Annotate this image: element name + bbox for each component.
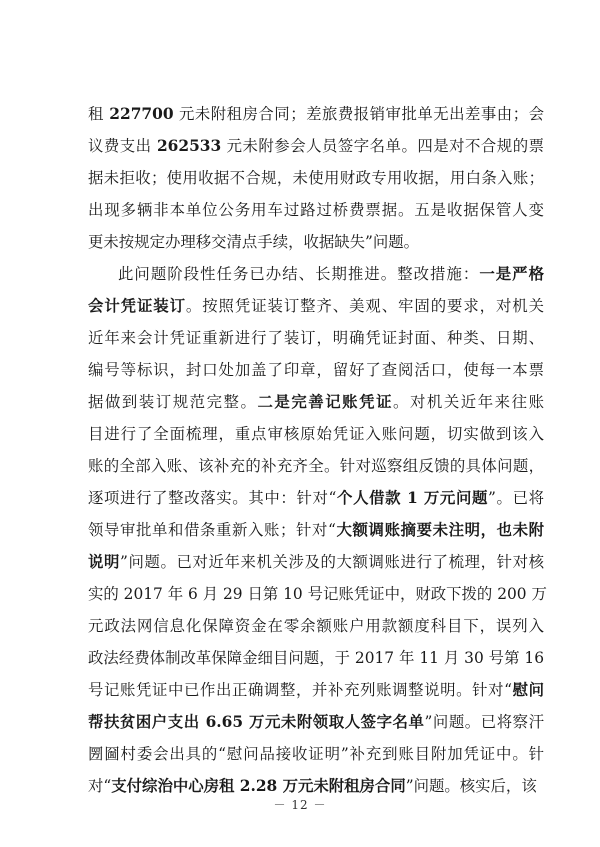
text-span: 租 (88, 105, 110, 123)
bold-text-span: 支付综治中心房租 2.28 万元未附租房合同 (111, 777, 406, 795)
text-span: 编号等标识，封口处加盖了印章，留好了查阅活口，使每一本票 (88, 361, 544, 379)
bold-text-span: 227700 (109, 105, 174, 123)
text-span: 近年来会计凭证重新进行了装订，明确凭证封面、种类、日期、 (88, 329, 544, 347)
text-span: ”问题。已将察汗 (424, 713, 545, 731)
text-line (88, 738, 544, 770)
text-line (88, 162, 544, 194)
text-line (88, 482, 544, 514)
text-line (88, 130, 544, 162)
text-line (88, 706, 544, 738)
text-span: 圐圙村委会出具的“慰问品接收证明”补充到账目附加凭证中。针 (88, 745, 544, 763)
text-line (88, 386, 544, 418)
text-line (88, 226, 544, 258)
text-line (88, 610, 544, 642)
text-span: 号记账凭证中已作出正确调整，并补充列账调整说明。针对“ (88, 681, 512, 699)
text-line (88, 98, 544, 130)
text-span: 元未附租房合同；差旅费报销审批单无出差事由；会 (173, 105, 544, 123)
bold-text-span: 大额调账摘要未注明，也未附 (335, 521, 544, 539)
text-span: 逐项进行了整改落实。其中：针对“ (88, 489, 337, 507)
text-line (88, 514, 544, 546)
text-line (88, 194, 544, 226)
text-span: 实的 2017 年 6 月 29 日第 10 号记账凭证中，财政下拨的 200 万 (88, 585, 547, 603)
text-span: 。对机关近年来往账 (393, 393, 544, 411)
text-line (88, 546, 544, 578)
bold-text-span: 一是严格 (479, 265, 544, 283)
bold-text-span: 慰问 (511, 681, 544, 699)
bold-text-span: 个人借款 1 万元问题 (336, 489, 489, 507)
text-span: ”问题。核实后，该 (405, 777, 537, 795)
text-span: 出现多辆非本单位公务用车过路过桥费票据。五是收据保管人变 (88, 201, 544, 219)
text-span: 元未附参会人员签字名单。四是对不合规的票 (221, 137, 544, 155)
text-line (88, 450, 544, 482)
text-span: 此问题阶段性任务已办结、长期推进。整改措施： (118, 265, 480, 283)
text-line (88, 418, 544, 450)
text-line (88, 354, 544, 386)
text-span: ”问题。已对近年来机关涉及的大额调账进行了梳理，针对核 (120, 553, 544, 571)
paragraph-1 (88, 98, 544, 258)
text-line (88, 322, 544, 354)
bold-text-span: 帮扶贫困户支出 6.65 万元未附领取人签字名单 (88, 713, 425, 731)
text-span: 。按照凭证装订整齐、美观、牢固的要求，对机关 (185, 297, 544, 315)
text-line (88, 290, 544, 322)
text-line (88, 258, 544, 290)
bold-text-span: 说明 (88, 553, 121, 571)
text-line (88, 642, 544, 674)
bold-text-span: 会计凭证装订 (88, 297, 186, 315)
paragraph-2 (88, 258, 547, 802)
text-span: 据做到装订规范完整。 (88, 393, 258, 411)
text-span: 元政法网信息化保障资金在零余额账户用款额度科目下，误列入 (88, 617, 544, 635)
text-span: 政法经费体制改革保障金细目问题，于 2017 年 11 月 30 号第 16 (88, 649, 544, 667)
text-span: ”。已将 (488, 489, 545, 507)
text-line (88, 674, 544, 706)
text-span: 账的全部入账、该补充的补充齐全。针对巡察组反馈的具体问题， (88, 457, 544, 475)
text-span: 对“ (88, 777, 112, 795)
text-span: 领导审批单和借条重新入账；针对“ (88, 521, 336, 539)
text-span: 议费支出 (88, 137, 157, 155)
text-span: 更未按规定办理移交清点手续，收据缺失”问题。 (88, 233, 420, 251)
text-line (88, 578, 547, 610)
page-number: － 12 － (273, 798, 327, 812)
bold-text-span: 二是完善记账凭证 (257, 393, 394, 411)
text-span: 目进行了全面梳理，重点审核原始凭证入账问题，切实做到该入 (88, 425, 544, 443)
bold-text-span: 262533 (156, 137, 222, 155)
text-span: 据未拒收；使用收据不合规，未使用财政专用收据，用白条入账； (88, 169, 544, 187)
